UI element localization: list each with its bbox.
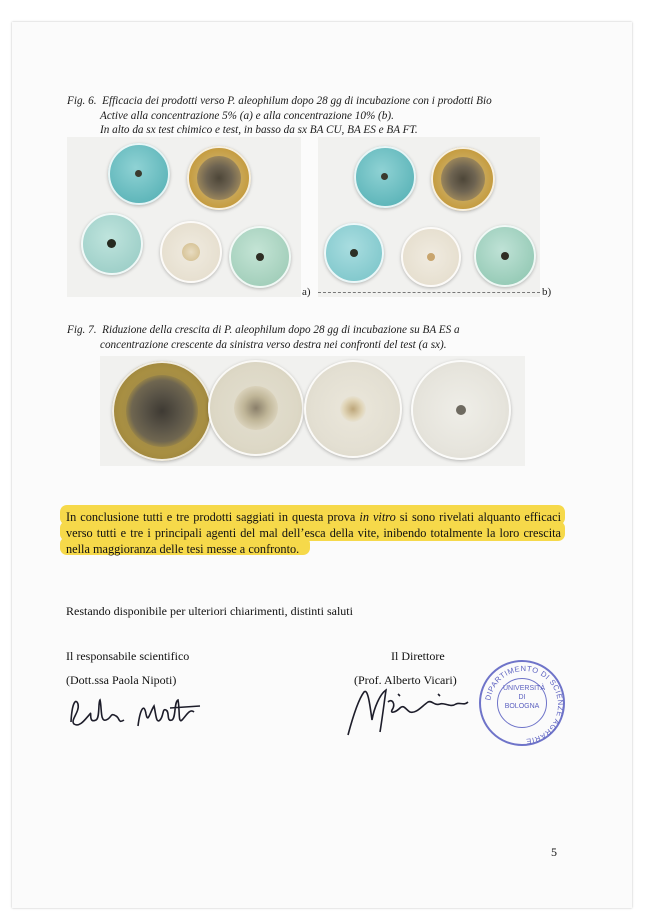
petri-dish <box>208 360 304 456</box>
petri-dish <box>411 360 511 460</box>
conclusion-text-1: In conclusione tutti e tre prodotti saggiati in questa prova <box>66 510 360 524</box>
stamp-outer-text: DIPARTIMENTO DI SCIENZE AGRARIE <box>483 663 566 747</box>
petri-dish <box>229 226 291 288</box>
left-signatory-title: Il responsabile scientifico <box>66 649 190 663</box>
petri-dish <box>354 146 416 208</box>
signature-right <box>340 680 480 740</box>
fig7-photo <box>100 356 525 466</box>
fig6-label-b: b) <box>542 286 552 298</box>
fig7-number: Fig. 7. <box>67 324 97 336</box>
fig6-caption <box>67 94 567 138</box>
fig7-caption <box>67 323 567 352</box>
left-signatory-name: (Dott.ssa Paola Nipoti) <box>66 673 177 687</box>
stamp-inner-text: UNIVERSITÀ DI BOLOGNA <box>503 685 546 710</box>
petri-dish <box>81 213 143 275</box>
fig7-line2: concentrazione crescente da sinistra verso destra nei confronti del test (a sx). <box>100 338 447 351</box>
fig6-photo-a <box>67 137 301 297</box>
petri-dish <box>324 223 384 283</box>
fig6-line1: Efficacia dei prodotti verso P. aleophilum dopo 28 gg di incubazione con i prodotti Bio <box>102 95 492 107</box>
petri-dish <box>187 146 251 210</box>
petri-dish <box>304 360 402 458</box>
fig6-label-a: a) <box>302 286 311 298</box>
closing-line: Restando disponibile per ulteriori chiarimenti, distinti saluti <box>66 604 353 618</box>
petri-dish <box>431 147 495 211</box>
right-signatory-name: (Prof. Alberto Vicari) <box>354 673 457 687</box>
petri-dish <box>401 227 461 287</box>
fig6-photo-b <box>318 137 540 297</box>
fig6-line3: In alto da sx test chimico e test, in basso da sx BA CU, BA ES e BA FT. <box>100 124 418 136</box>
conclusion-text-2: si sono rivelati alquanto efficaci verso tutti e tre i principali agenti del mal dell’esca della vite, inibendo totalmente la loro crescita nella maggioranza delle tesi messe a confronto. <box>66 510 561 556</box>
conclusion-paragraph <box>66 509 561 557</box>
petri-dish <box>474 225 536 287</box>
right-signatory-title: Il Direttore <box>391 649 445 663</box>
fig6-line2: Active alla concentrazione 5% (a) e alla concentrazione 10% (b). <box>100 109 394 122</box>
petri-dish <box>112 361 212 461</box>
fig6-number: Fig. 6. <box>67 95 97 107</box>
fig7-line1: Riduzione della crescita di P. aleophilum dopo 28 gg di incubazione su BA ES a <box>102 324 460 336</box>
signature-left <box>66 690 216 740</box>
petri-dish <box>160 221 222 283</box>
fig6-dashed-line <box>318 292 540 293</box>
petri-dish <box>108 143 170 205</box>
page-number: 5 <box>551 845 557 859</box>
conclusion-italic: in vitro <box>359 510 396 524</box>
department-stamp <box>479 660 565 746</box>
